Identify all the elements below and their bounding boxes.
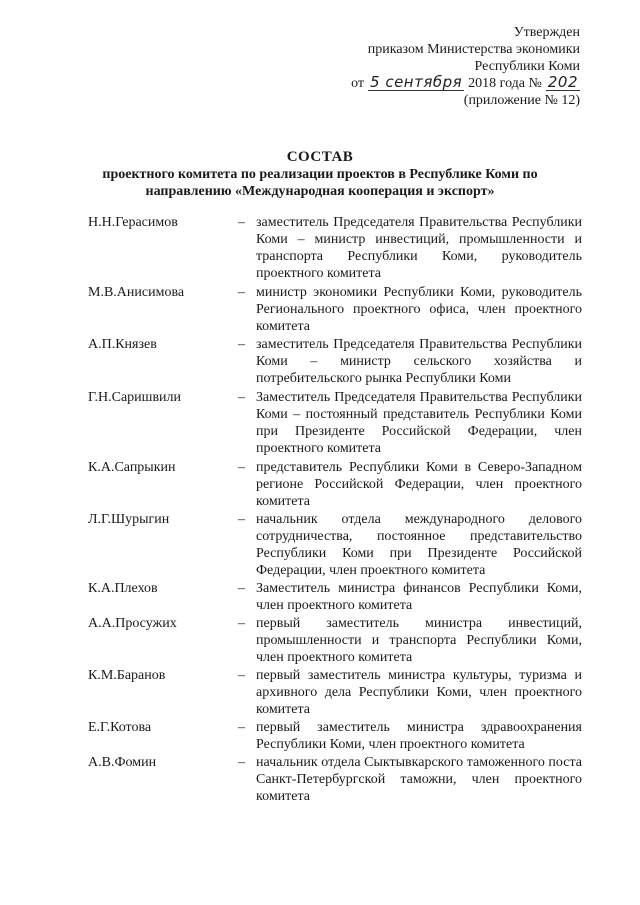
- handwritten-date: 5 сентября: [370, 73, 463, 91]
- document-subtitle-line-2: направлению «Международная кооперация и экспорт»: [145, 184, 495, 199]
- member-name: К.М.Баранов: [88, 668, 166, 683]
- member-role: заместитель Председателя Правительства Республики Коми – министр сельского хозяйства и потребительского рынка Республики Коми: [256, 337, 582, 386]
- member-name: Л.Г.Шурыгин: [88, 512, 170, 527]
- document-title: СОСТАВ: [286, 149, 354, 165]
- member-name: А.А.Просужих: [88, 616, 177, 631]
- committee-member-row: [88, 615, 582, 666]
- appendix-label: (приложение № 12): [463, 93, 580, 108]
- approval-date-row: [330, 75, 580, 92]
- member-dash: –: [238, 215, 245, 230]
- document-subtitle-line-1: проектного комитета по реализации проектов в Республике Коми по: [102, 167, 538, 182]
- member-role: первый заместитель министра культуры, туризма и архивного дела Республики Коми, член проектного комитета: [256, 668, 582, 717]
- committee-member-row: [88, 580, 582, 614]
- approval-block: [330, 24, 580, 109]
- member-dash: –: [238, 581, 245, 596]
- member-role: начальник отдела Сыктывкарского таможенного поста Санкт-Петербургской таможни, член проектного комитета: [256, 755, 582, 804]
- approval-line-2: приказом Министерства экономики: [367, 42, 580, 57]
- member-name: Г.Н.Саришвили: [88, 390, 182, 405]
- member-dash: –: [238, 755, 245, 770]
- member-role: заместитель Председателя Правительства Республики Коми – министр инвестиций, промышленности и транспорта Республики Коми, руководитель проектного комитета: [256, 215, 582, 281]
- member-role: Заместитель министра финансов Республики Коми, член проектного комитета: [256, 581, 582, 613]
- member-role: первый заместитель министра инвестиций, промышленности и транспорта Республики Коми, член проектного комитета: [256, 616, 582, 665]
- member-dash: –: [238, 720, 245, 735]
- committee-member-row: [88, 459, 582, 510]
- approval-line-1: Утвержден: [513, 25, 580, 40]
- member-dash: –: [238, 668, 245, 683]
- committee-member-row: [88, 667, 582, 718]
- committee-member-row: [88, 511, 582, 579]
- committee-member-row: [88, 719, 582, 753]
- member-name: А.П.Князев: [88, 337, 157, 352]
- member-role: первый заместитель министра здравоохранения Республики Коми, член проектного комитета: [256, 720, 582, 752]
- committee-member-row: [88, 389, 582, 457]
- member-role: Заместитель Председателя Правительства Республики Коми – постоянный представитель Республики Коми при Президенте Российской Федерации, член проектного комитета: [256, 390, 582, 456]
- member-name: К.А.Плехов: [88, 581, 158, 596]
- document-heading: [60, 148, 580, 200]
- member-dash: –: [238, 390, 245, 405]
- committee-member-row: [88, 284, 582, 335]
- member-dash: –: [238, 460, 245, 475]
- committee-member-list: [88, 214, 582, 805]
- member-role: начальник отдела международного делового сотрудничества, постоянное представительство Республики Коми при Президенте Российской Федерации, член проектного комитета: [256, 512, 582, 578]
- committee-member-row: [88, 336, 582, 387]
- member-name: М.В.Анисимова: [88, 285, 185, 300]
- date-year: 2018 года №: [468, 76, 542, 91]
- member-dash: –: [238, 337, 245, 352]
- member-role: представитель Республики Коми в Северо-Западном регионе Российской Федерации, член проектного комитета: [256, 460, 582, 509]
- member-dash: –: [238, 512, 245, 527]
- member-name: Н.Н.Герасимов: [88, 215, 178, 230]
- member-dash: –: [238, 285, 245, 300]
- handwritten-order-number: 202: [547, 73, 578, 91]
- member-role: министр экономики Республики Коми, руководитель Регионального проектного офиса, член проектного комитета: [256, 285, 582, 334]
- member-name: Е.Г.Котова: [88, 720, 152, 735]
- member-name: К.А.Сапрыкин: [88, 460, 176, 475]
- committee-member-row: [88, 754, 582, 805]
- committee-member-row: [88, 214, 582, 282]
- date-prefix: от: [351, 76, 365, 91]
- member-dash: –: [238, 616, 245, 631]
- member-name: А.В.Фомин: [88, 755, 157, 770]
- approval-line-3: Республики Коми: [474, 59, 580, 74]
